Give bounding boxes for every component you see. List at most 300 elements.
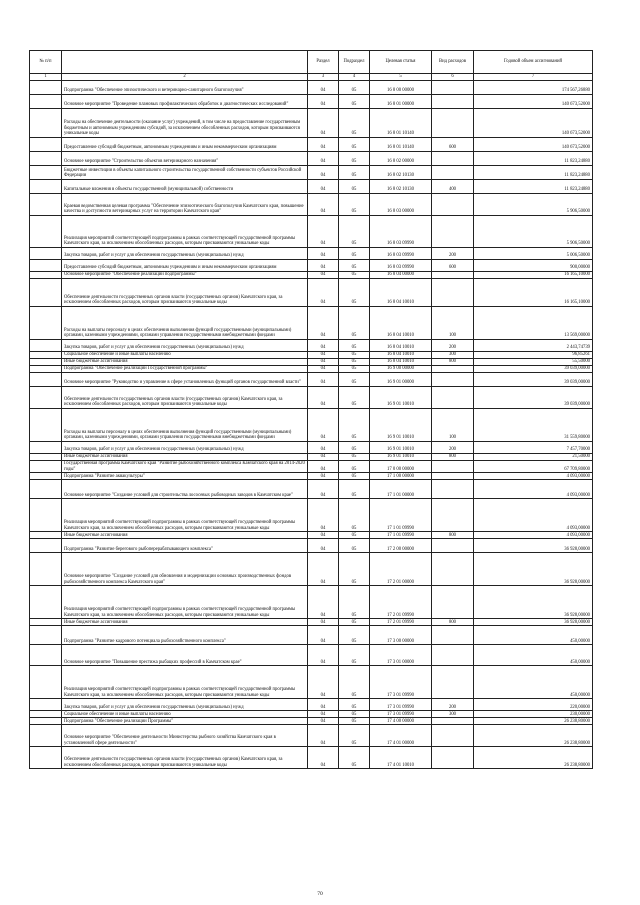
cell-name: Основное мероприятие "Создание условий для строительства лососевых рыбоводных заводов в Камчатском крае": [62, 480, 308, 499]
table-row: [30, 216, 593, 248]
table-row: [30, 194, 593, 216]
cell-amount: 5 006,50000: [474, 248, 593, 260]
cell-target-article: 16 8 04 10010: [370, 307, 432, 340]
cell-name: Реализация мероприятий соответствующей подпрограммы в рамках соответствующей государственной программы Камчатского края, за исключением обособленных расходов, которым присваиваются уникальные коды: [62, 586, 308, 619]
cell-target-article: 16 9 01 10010: [370, 454, 432, 461]
table-row: [30, 473, 593, 480]
cell-target-article: 16 8 02 10130: [370, 166, 432, 180]
cell-amount: 450,00000: [474, 666, 593, 699]
cell-name: Основное мероприятие "Обеспечение реализации подпрограммы": [62, 272, 308, 279]
cell-target-article: 16 8 03 09990: [370, 248, 432, 260]
cell-subsection: 05: [339, 532, 370, 539]
header-expense-type: Вид расходов: [432, 51, 474, 74]
cell-subsection: 05: [339, 473, 370, 480]
cell-section: 04: [308, 109, 339, 138]
cell-expense-type: [432, 95, 474, 109]
table-body: [30, 81, 593, 769]
cell-subsection: 05: [339, 409, 370, 442]
cell-expense-type: [432, 387, 474, 409]
cell-amount: 26 238,80000: [474, 718, 593, 725]
cell-amount: 4 093,00000: [474, 480, 593, 499]
cell-subsection: 05: [339, 152, 370, 166]
cell-amount: 21,50000: [474, 454, 593, 461]
cell-subsection: 05: [339, 166, 370, 180]
cell-target-article: 16 8 04 00000: [370, 272, 432, 279]
header-section: Раздел: [308, 51, 339, 74]
cell-name: Закупка товаров, работ и услуг для обеспечения государственных (муниципальных) нужд: [62, 699, 308, 711]
cell-number: [30, 166, 62, 180]
cell-section: 04: [308, 461, 339, 473]
cell-section: 04: [308, 216, 339, 248]
cell-section: 04: [308, 359, 339, 366]
cell-section: 04: [308, 95, 339, 109]
cell-name: Бюджетные инвестиции в объекты капитального строительства государственной собственности субъектов Российской Федерации: [62, 166, 308, 180]
cell-number: [30, 442, 62, 454]
cell-name: Краевая ведомственная целевая программа "Обеспечение эпизоотического благополучия Камчатского края, повышение качества и доступности ветеринарных услуг на территории Камчатского края": [62, 194, 308, 216]
table-row: [30, 81, 593, 95]
cell-section: 04: [308, 725, 339, 747]
cell-name: Обеспечение деятельности государственных органов власти (государственных органов) Камчатского края, за исключением обособленных расходов, которым присваиваются уникальные коды: [62, 747, 308, 769]
cell-name: Основное мероприятие "Руководство и управление в сфере установленных функций органов государственной власти": [62, 373, 308, 387]
table-row: [30, 666, 593, 699]
table-row: [30, 718, 593, 725]
cell-section: 04: [308, 645, 339, 666]
cell-name: Реализация мероприятий соответствующей подпрограммы в рамках соответствующей государственной программы Камчатского края, за исключением обособленных расходов, которым присваиваются уникальные коды: [62, 666, 308, 699]
cell-name: Предоставление субсидий бюджетным, автономным учреждениям и иным некоммерческим организациям: [62, 260, 308, 272]
cell-subsection: 05: [339, 645, 370, 666]
cell-section: 04: [308, 718, 339, 725]
cell-expense-type: [432, 666, 474, 699]
cell-subsection: 05: [339, 260, 370, 272]
cell-target-article: 16 8 01 10140: [370, 138, 432, 152]
cell-number: [30, 532, 62, 539]
budget-table: [29, 50, 593, 769]
cell-number: [30, 747, 62, 769]
cell-number: [30, 352, 62, 359]
cell-subsection: 05: [339, 194, 370, 216]
cell-section: 04: [308, 586, 339, 619]
column-number: 5: [370, 74, 432, 81]
cell-target-article: 16 8 02 00000: [370, 152, 432, 166]
cell-amount: 67 709,80000: [474, 461, 593, 473]
table-row: [30, 532, 593, 539]
cell-amount: 4 093,00000: [474, 532, 593, 539]
cell-target-article: 16 8 02 10130: [370, 180, 432, 194]
cell-amount: 4 093,00000: [474, 473, 593, 480]
table-row: [30, 387, 593, 409]
cell-amount: 55,50000: [474, 359, 593, 366]
cell-number: [30, 366, 62, 373]
cell-section: 04: [308, 307, 339, 340]
cell-section: 04: [308, 409, 339, 442]
cell-subsection: 05: [339, 499, 370, 532]
cell-name: Подпрограмма "Развитие кадрового потенциала рыбохозяйственного комплекса": [62, 626, 308, 645]
table-row: [30, 279, 593, 307]
cell-target-article: 17 4 01 10010: [370, 747, 432, 769]
cell-subsection: 05: [339, 366, 370, 373]
cell-name: Иные бюджетные ассигнования: [62, 359, 308, 366]
column-number: 6: [432, 74, 474, 81]
cell-number: [30, 359, 62, 366]
cell-section: 04: [308, 553, 339, 586]
cell-name: Закупка товаров, работ и услуг для обеспечения государственных (муниципальных) нужд: [62, 248, 308, 260]
cell-section: 04: [308, 272, 339, 279]
cell-number: [30, 454, 62, 461]
cell-subsection: 05: [339, 109, 370, 138]
cell-number: [30, 216, 62, 248]
cell-name: Расходы на обеспечение деятельности (оказание услуг) учреждений, в том числе на предоставление государственным бюджетным и автономным учреждениям субсидий, за исключением обособленных расходов, которым присваиваются уникальные коды: [62, 109, 308, 138]
cell-target-article: 16 8 00 00000: [370, 81, 432, 95]
cell-target-article: 17 3 01 09990: [370, 666, 432, 699]
table-row: [30, 180, 593, 194]
table-row: [30, 711, 593, 718]
cell-expense-type: [432, 553, 474, 586]
table-row: [30, 553, 593, 586]
cell-number: [30, 307, 62, 340]
table-row: [30, 619, 593, 626]
cell-amount: 96,85261: [474, 352, 593, 359]
cell-target-article: 17 3 01 09990: [370, 711, 432, 718]
cell-expense-type: 300: [432, 711, 474, 718]
cell-expense-type: [432, 109, 474, 138]
cell-subsection: 05: [339, 454, 370, 461]
cell-section: 04: [308, 166, 339, 180]
column-number: 2: [62, 74, 308, 81]
cell-section: 04: [308, 340, 339, 352]
cell-section: 04: [308, 373, 339, 387]
cell-expense-type: 800: [432, 454, 474, 461]
cell-target-article: 16 9 01 10010: [370, 387, 432, 409]
cell-section: 04: [308, 81, 339, 95]
cell-subsection: 05: [339, 725, 370, 747]
cell-section: 04: [308, 248, 339, 260]
cell-amount: 36 928,00000: [474, 539, 593, 553]
cell-amount: 450,00000: [474, 645, 593, 666]
cell-target-article: 17 4 01 00000: [370, 725, 432, 747]
cell-name: Основное мероприятие "Повышение престижа рыбацких профессий в Камчатском крае": [62, 645, 308, 666]
cell-amount: 39 039,00000: [474, 366, 593, 373]
cell-target-article: 16 9 01 10010: [370, 409, 432, 442]
header-name: [62, 51, 308, 74]
cell-section: 04: [308, 352, 339, 359]
table-row: [30, 454, 593, 461]
cell-amount: 39 039,00000: [474, 387, 593, 409]
cell-section: 04: [308, 499, 339, 532]
cell-target-article: 17 2 01 09990: [370, 619, 432, 626]
cell-number: [30, 180, 62, 194]
cell-target-article: 17 2 01 09990: [370, 586, 432, 619]
cell-number: [30, 586, 62, 619]
header-target-article: Целевая статья: [370, 51, 432, 74]
cell-expense-type: [432, 373, 474, 387]
cell-section: 04: [308, 480, 339, 499]
cell-amount: 16 165,10000: [474, 279, 593, 307]
header-number: № п/п: [30, 51, 62, 74]
cell-subsection: 05: [339, 180, 370, 194]
table-row: [30, 109, 593, 138]
cell-expense-type: [432, 480, 474, 499]
cell-target-article: 16 9 01 00000: [370, 373, 432, 387]
cell-expense-type: [432, 747, 474, 769]
cell-number: [30, 248, 62, 260]
cell-name: Иные бюджетные ассигнования: [62, 619, 308, 626]
cell-subsection: 05: [339, 553, 370, 586]
table-row: [30, 138, 593, 152]
cell-amount: 140 673,52000: [474, 138, 593, 152]
cell-subsection: 05: [339, 307, 370, 340]
cell-name: Капитальные вложения в объекты государственной (муниципальной) собственности: [62, 180, 308, 194]
cell-section: 04: [308, 194, 339, 216]
cell-number: [30, 718, 62, 725]
cell-target-article: 17 3 00 00000: [370, 626, 432, 645]
table-row: [30, 272, 593, 279]
table-row: [30, 352, 593, 359]
cell-name: Основное мероприятие "Создание условий для обновления и модернизации основных производственных фондов рыбохозяйственного комплекса Камчатского края": [62, 553, 308, 586]
cell-number: [30, 725, 62, 747]
cell-expense-type: [432, 473, 474, 480]
cell-subsection: 05: [339, 711, 370, 718]
cell-expense-type: [432, 166, 474, 180]
cell-number: [30, 109, 62, 138]
cell-section: 04: [308, 260, 339, 272]
cell-name: Обеспечение деятельности государственных органов власти (государственных органов) Камчатского края, за исключением обособленных расходов, которым присваиваются уникальные коды: [62, 279, 308, 307]
cell-number: [30, 699, 62, 711]
cell-expense-type: 100: [432, 307, 474, 340]
cell-expense-type: [432, 718, 474, 725]
cell-number: [30, 711, 62, 718]
cell-target-article: 16 8 03 00000: [370, 194, 432, 216]
cell-target-article: 16 8 04 10010: [370, 340, 432, 352]
cell-name: Социальное обеспечение и иные выплаты населению: [62, 352, 308, 359]
cell-expense-type: [432, 586, 474, 619]
cell-amount: 11 823,24880: [474, 180, 593, 194]
cell-expense-type: 200: [432, 248, 474, 260]
header-annual-amount: Годовой объем ассигнований: [474, 51, 593, 74]
cell-amount: 36 928,00000: [474, 586, 593, 619]
cell-amount: 11 823,24880: [474, 152, 593, 166]
table-row: [30, 409, 593, 442]
cell-target-article: 17 1 01 09990: [370, 532, 432, 539]
column-number: 7: [474, 74, 593, 81]
cell-target-article: 17 2 01 00000: [370, 553, 432, 586]
cell-amount: 450,00000: [474, 626, 593, 645]
cell-amount: 36 928,00000: [474, 619, 593, 626]
cell-amount: 13 569,00000: [474, 307, 593, 340]
cell-expense-type: 100: [432, 409, 474, 442]
cell-section: 04: [308, 711, 339, 718]
cell-name: Подпрограмма "Обеспечение реализации Государственной программы": [62, 366, 308, 373]
cell-number: [30, 539, 62, 553]
cell-expense-type: 600: [432, 138, 474, 152]
cell-target-article: 17 1 01 00000: [370, 480, 432, 499]
cell-subsection: 05: [339, 373, 370, 387]
cell-name: Социальное обеспечение и иные выплаты населению: [62, 711, 308, 718]
cell-number: [30, 480, 62, 499]
table-row: [30, 152, 593, 166]
cell-expense-type: [432, 194, 474, 216]
cell-amount: 26 238,80000: [474, 747, 593, 769]
cell-amount: 220,00000: [474, 699, 593, 711]
column-number: 4: [339, 74, 370, 81]
cell-section: 04: [308, 387, 339, 409]
cell-section: 04: [308, 626, 339, 645]
cell-section: 04: [308, 454, 339, 461]
cell-number: [30, 473, 62, 480]
cell-number: [30, 373, 62, 387]
cell-target-article: 17 3 01 00000: [370, 645, 432, 666]
table-row: [30, 586, 593, 619]
table-row: [30, 95, 593, 109]
table-row: [30, 699, 593, 711]
cell-expense-type: [432, 645, 474, 666]
cell-section: 04: [308, 619, 339, 626]
cell-name: Реализация мероприятий соответствующей подпрограммы в рамках соответствующей государственной программы Камчатского края, за исключением обособленных расходов, которым присваиваются уникальные коды: [62, 216, 308, 248]
cell-target-article: 17 4 00 00000: [370, 718, 432, 725]
cell-target-article: 16 8 01 10140: [370, 109, 432, 138]
cell-target-article: 16 8 04 10010: [370, 359, 432, 366]
table-row: [30, 248, 593, 260]
cell-expense-type: [432, 81, 474, 95]
cell-target-article: 16 8 03 09990: [370, 216, 432, 248]
cell-amount: 140 673,52000: [474, 95, 593, 109]
cell-number: [30, 152, 62, 166]
cell-subsection: 05: [339, 352, 370, 359]
cell-amount: 39 039,00000: [474, 373, 593, 387]
cell-subsection: 05: [339, 619, 370, 626]
cell-name: Подпрограмма "Развитие берегового рыбоперерабатывающего комплекса": [62, 539, 308, 553]
cell-name: Расходы на выплаты персоналу в целях обеспечения выполнения функций государственными (муниципальными) органами, казенными учреждениями, органами управления государственными внебюджетными фондами: [62, 409, 308, 442]
cell-amount: 5 906,50000: [474, 194, 593, 216]
cell-section: 04: [308, 532, 339, 539]
cell-name: Основное мероприятие "Обеспечение деятельности Министерства рыбного хозяйства Камчатского края в установленной сфере деятельности": [62, 725, 308, 747]
cell-name: Основное мероприятие "Проведение плановых профилактических обработок и диагностических исследований": [62, 95, 308, 109]
cell-section: 04: [308, 666, 339, 699]
cell-expense-type: [432, 725, 474, 747]
cell-subsection: 05: [339, 138, 370, 152]
column-number: 3: [308, 74, 339, 81]
cell-subsection: 05: [339, 387, 370, 409]
cell-name: Подпрограмма "Развитие аквакультуры": [62, 473, 308, 480]
cell-number: [30, 645, 62, 666]
cell-expense-type: 800: [432, 619, 474, 626]
table-row: [30, 499, 593, 532]
table-row: [30, 645, 593, 666]
table-row: [30, 359, 593, 366]
cell-number: [30, 387, 62, 409]
cell-number: [30, 553, 62, 586]
cell-number: [30, 81, 62, 95]
cell-expense-type: [432, 626, 474, 645]
cell-target-article: 17 0 00 00000: [370, 461, 432, 473]
cell-subsection: 05: [339, 272, 370, 279]
header-subsection: Подраздел: [339, 51, 370, 74]
cell-section: 04: [308, 366, 339, 373]
cell-expense-type: [432, 272, 474, 279]
cell-number: [30, 499, 62, 532]
column-number: 1: [30, 74, 62, 81]
cell-target-article: 16 8 04 10010: [370, 279, 432, 307]
cell-target-article: 17 3 01 09990: [370, 699, 432, 711]
cell-name: Подпрограмма "Обеспечение эпизоотического и ветеринарно-санитарного благополучия": [62, 81, 308, 95]
cell-amount: 174 567,26880: [474, 81, 593, 95]
cell-name: Реализация мероприятий соответствующей подпрограммы в рамках соответствующей государственной программы Камчатского края, за исключением обособленных расходов, которым присваиваются уникальные коды: [62, 499, 308, 532]
column-number-row: [30, 74, 593, 81]
cell-amount: 36 928,00000: [474, 553, 593, 586]
cell-number: [30, 619, 62, 626]
header-row: [30, 51, 593, 74]
cell-subsection: 05: [339, 279, 370, 307]
cell-section: 04: [308, 279, 339, 307]
cell-number: [30, 409, 62, 442]
cell-expense-type: [432, 152, 474, 166]
cell-amount: 2 443,74739: [474, 340, 593, 352]
table-row: [30, 340, 593, 352]
cell-name: Расходы на выплаты персоналу в целях обеспечения выполнения функций государственными (муниципальными) органами, казенными учреждениями, органами управления государственными внебюджетными фондами: [62, 307, 308, 340]
cell-expense-type: 600: [432, 260, 474, 272]
table-row: [30, 260, 593, 272]
cell-number: [30, 138, 62, 152]
cell-subsection: 05: [339, 248, 370, 260]
cell-target-article: 16 8 04 10010: [370, 352, 432, 359]
cell-subsection: 05: [339, 442, 370, 454]
cell-subsection: 05: [339, 718, 370, 725]
cell-expense-type: 200: [432, 340, 474, 352]
cell-section: 04: [308, 473, 339, 480]
cell-amount: 7 457,70000: [474, 442, 593, 454]
cell-name: Иные бюджетные ассигнования: [62, 532, 308, 539]
cell-expense-type: [432, 366, 474, 373]
table-row: [30, 307, 593, 340]
cell-name: Подпрограмма "Обеспечение реализации Программы": [62, 718, 308, 725]
cell-name: Государственная программа Камчатского края "Развитие рыбохозяйственного комплекса Камчатского края на 2014-2020 годы": [62, 461, 308, 473]
cell-number: [30, 194, 62, 216]
cell-expense-type: [432, 279, 474, 307]
cell-amount: 5 906,50000: [474, 216, 593, 248]
cell-expense-type: 300: [432, 352, 474, 359]
cell-number: [30, 95, 62, 109]
table-row: [30, 373, 593, 387]
cell-subsection: 05: [339, 81, 370, 95]
cell-subsection: 05: [339, 699, 370, 711]
cell-subsection: 05: [339, 359, 370, 366]
cell-subsection: 05: [339, 666, 370, 699]
cell-amount: 140 673,52000: [474, 109, 593, 138]
table-row: [30, 461, 593, 473]
cell-subsection: 05: [339, 480, 370, 499]
cell-target-article: 16 9 01 10010: [370, 442, 432, 454]
cell-subsection: 05: [339, 340, 370, 352]
cell-amount: 11 823,24880: [474, 166, 593, 180]
cell-subsection: 05: [339, 539, 370, 553]
table-row: [30, 366, 593, 373]
cell-expense-type: [432, 539, 474, 553]
table-row: [30, 539, 593, 553]
cell-name: Предоставление субсидий бюджетным, автономным учреждениям и иным некоммерческим организациям: [62, 138, 308, 152]
cell-number: [30, 279, 62, 307]
cell-expense-type: [432, 216, 474, 248]
cell-amount: 230,00000: [474, 711, 593, 718]
table-row: [30, 480, 593, 499]
cell-name: Обеспечение деятельности государственных органов власти (государственных органов) Камчатского края, за исключением обособленных расходов, которым присваиваются уникальные коды: [62, 387, 308, 409]
cell-expense-type: 800: [432, 532, 474, 539]
cell-expense-type: 200: [432, 699, 474, 711]
table-row: [30, 166, 593, 180]
cell-expense-type: [432, 499, 474, 532]
cell-amount: 900,00000: [474, 260, 593, 272]
cell-amount: 4 093,00000: [474, 499, 593, 532]
cell-number: [30, 626, 62, 645]
cell-section: 04: [308, 747, 339, 769]
